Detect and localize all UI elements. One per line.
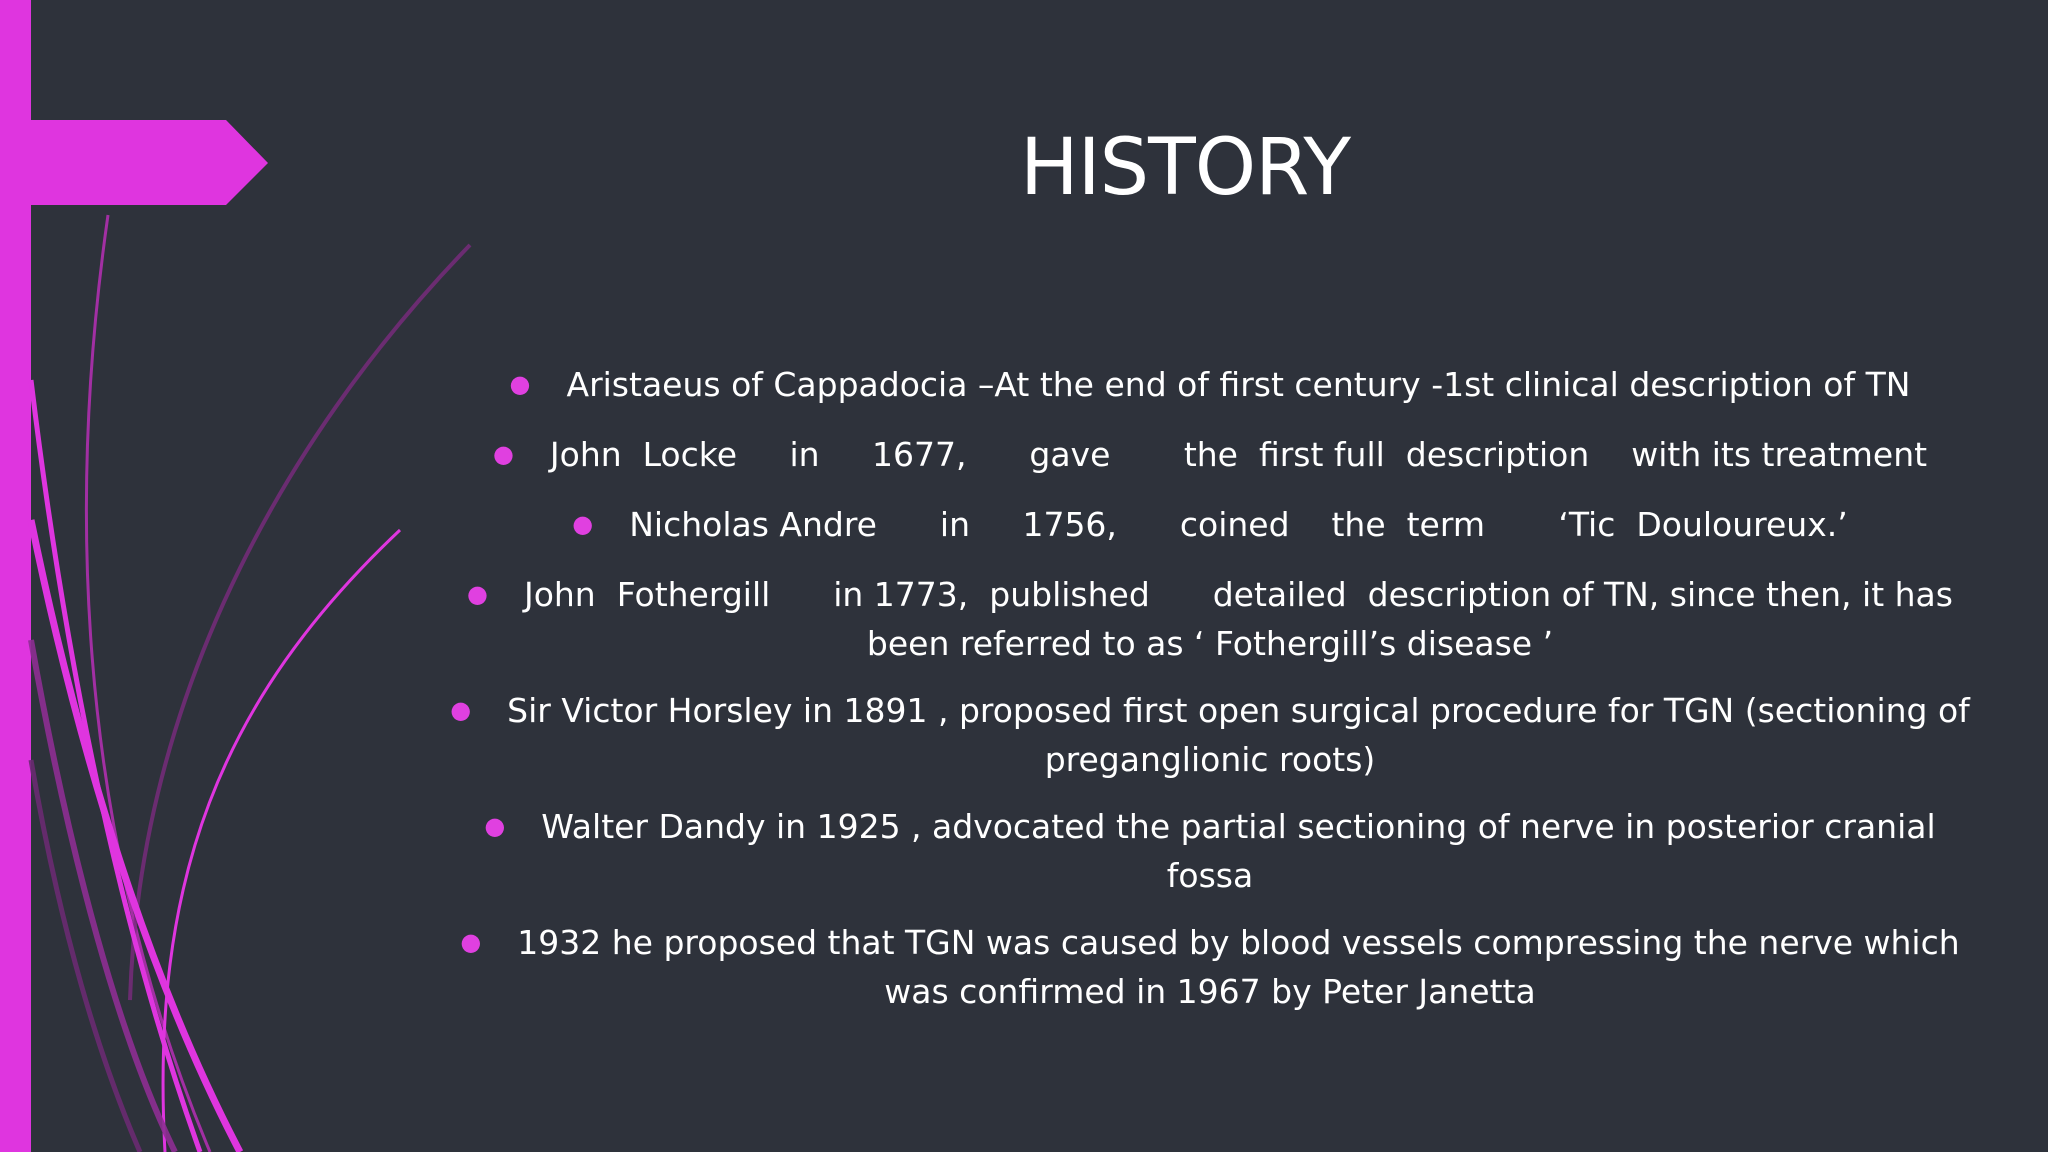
- bullet-text: 1932 he proposed that TGN was caused by blood vessels compressing the nerve which was confirmed in 1967 by Peter Janetta: [517, 923, 1971, 1011]
- bullet-list: [440, 362, 1980, 1036]
- bullet-dot-icon: ●: [509, 370, 531, 398]
- bullet-text: Aristaeus of Cappadocia –At the end of first century -1st clinical description of TN: [566, 365, 1911, 404]
- list-item: [440, 362, 1980, 411]
- list-item: [440, 502, 1980, 551]
- bullet-text: Sir Victor Horsley in 1891 , proposed first open surgical procedure for TGN (sectioning of preganglionic roots): [507, 691, 1981, 779]
- list-item: [440, 572, 1980, 667]
- list-item: [440, 920, 1980, 1015]
- bullet-text: John Locke in 1677, gave the first full description with its treatment: [549, 435, 1928, 474]
- list-item: [440, 688, 1980, 783]
- swoosh-line: [31, 760, 140, 1152]
- bullet-dot-icon: ●: [492, 440, 514, 468]
- swoosh-line: [31, 640, 175, 1152]
- list-item: [440, 432, 1980, 481]
- swoosh-line: [130, 245, 470, 1000]
- bullet-dot-icon: ●: [484, 812, 506, 840]
- slide-title: HISTORY: [1019, 123, 1351, 213]
- bullet-dot-icon: ●: [572, 510, 594, 538]
- bullet-text: Nicholas Andre in 1756, coined the term ‘Tic Douloureux.’: [629, 505, 1848, 544]
- bullet-dot-icon: ●: [460, 928, 482, 956]
- bullet-text: Walter Dandy in 1925 , advocated the partial sectioning of nerve in posterior cranial fossa: [541, 807, 1947, 895]
- title-arrow-shape: [0, 120, 268, 205]
- list-item: [440, 804, 1980, 899]
- bullet-dot-icon: ●: [467, 580, 488, 608]
- bullet-text: John Fothergill in 1773, published detailed description of TN, since then, it has been referred to as ‘ Fothergill’s disease ’: [523, 575, 1964, 663]
- bullet-dot-icon: ●: [450, 696, 472, 724]
